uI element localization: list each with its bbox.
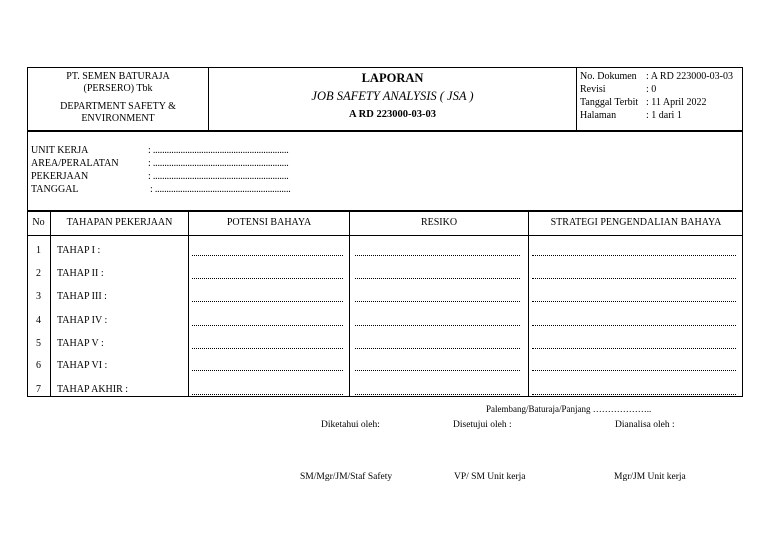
row-number: 2 [36, 268, 41, 279]
row-potensi-entry-line[interactable] [192, 370, 343, 371]
department-name: DEPARTMENT SAFETY & [60, 101, 176, 112]
report-code: A RD 223000-03-03 [349, 109, 436, 120]
row-number: 3 [36, 291, 41, 302]
row-number: 1 [36, 245, 41, 256]
table-col-divider-3 [349, 211, 350, 397]
report-subtitle: JOB SAFETY ANALYSIS ( JSA ) [311, 89, 474, 103]
col-header-potensi: POTENSI BAHAYA [226, 217, 312, 228]
signature-role-mgr: Mgr/JM Unit kerja [614, 472, 686, 482]
row-tahap-label: TAHAP V : [57, 338, 104, 349]
doc-info-row [580, 84, 742, 97]
row-number: 4 [36, 315, 41, 326]
row-strategi-entry-line[interactable] [532, 255, 736, 256]
company-name: PT. SEMEN BATURAJA [66, 71, 170, 82]
company-suffix: (PERSERO) Tbk [83, 83, 153, 94]
row-tahap-label: TAHAP IV : [57, 315, 108, 326]
doc-info-label: Tanggal Terbit [580, 97, 639, 108]
doc-info-value: : 1 dari 1 [646, 110, 682, 121]
row-resiko-entry-line[interactable] [355, 370, 520, 371]
document-info [580, 71, 742, 123]
row-number: 7 [36, 384, 41, 395]
doc-info-value: : A RD 223000-03-03 [646, 71, 733, 82]
row-potensi-entry-line[interactable] [192, 301, 343, 302]
row-potensi-entry-line[interactable] [192, 394, 343, 395]
row-tahap-label: TAHAP AKHIR : [57, 384, 129, 395]
table-header-divider [27, 235, 743, 236]
row-resiko-entry-line[interactable] [355, 278, 520, 279]
row-strategi-entry-line[interactable] [532, 301, 736, 302]
company-block [28, 71, 208, 125]
doc-info-value: : 11 April 2022 [646, 97, 707, 108]
header-col-divider-2 [576, 67, 577, 131]
doc-info-label: No. Dokumen [580, 71, 637, 82]
form-field-value[interactable]: : ........................................................... [148, 158, 289, 169]
form-field-row [31, 145, 351, 158]
signature-role-safety: SM/Mgr/JM/Staf Safety [300, 472, 393, 482]
row-strategi-entry-line[interactable] [532, 325, 736, 326]
signature-role-vp: VP/ SM Unit kerja [454, 472, 526, 482]
doc-info-value: : 0 [646, 84, 657, 95]
row-strategi-entry-line[interactable] [532, 348, 736, 349]
table-col-divider-2 [188, 211, 189, 397]
row-strategi-entry-line[interactable] [532, 394, 736, 395]
row-number: 5 [36, 338, 41, 349]
report-title: LAPORAN [361, 71, 424, 85]
department-name-2: ENVIRONMENT [81, 113, 155, 124]
form-field-row [31, 158, 351, 171]
doc-info-row [580, 110, 742, 123]
col-header-resiko: RESIKO [420, 217, 458, 228]
row-resiko-entry-line[interactable] [355, 394, 520, 395]
header-divider [27, 130, 743, 132]
row-potensi-entry-line[interactable] [192, 255, 343, 256]
row-resiko-entry-line[interactable] [355, 325, 520, 326]
col-header-strategi: STRATEGI PENGENDALIAN BAHAYA [550, 217, 722, 228]
form-field-value[interactable]: : ........................................................... [148, 171, 289, 182]
doc-info-label: Revisi [580, 84, 606, 95]
report-title-block [209, 71, 576, 121]
doc-info-label: Halaman [580, 110, 617, 121]
form-field-value[interactable]: : ........................................................... [148, 145, 289, 156]
row-tahap-label: TAHAP III : [57, 291, 107, 302]
row-resiko-entry-line[interactable] [355, 301, 520, 302]
form-field-value[interactable]: : ........................................................... [150, 184, 291, 195]
form-field-row [31, 171, 351, 184]
row-tahap-label: TAHAP II : [57, 268, 104, 279]
signature-caption-dianalisa: Dianalisa oleh : [615, 420, 675, 430]
doc-info-row [580, 71, 742, 84]
signature-caption-disetujui: Disetujui oleh : [453, 420, 512, 430]
table-col-divider-1 [50, 211, 51, 397]
row-tahap-label: TAHAP VI : [57, 360, 108, 371]
form-field-label: UNIT KERJA [31, 145, 89, 156]
row-strategi-entry-line[interactable] [532, 278, 736, 279]
place-date: Palembang/Baturaja/Panjang ……………….. [486, 404, 652, 414]
row-number: 6 [36, 360, 41, 371]
row-resiko-entry-line[interactable] [355, 255, 520, 256]
row-strategi-entry-line[interactable] [532, 370, 736, 371]
row-resiko-entry-line[interactable] [355, 348, 520, 349]
col-header-no: No [32, 217, 45, 228]
row-tahap-label: TAHAP I : [57, 245, 101, 256]
row-potensi-entry-line[interactable] [192, 278, 343, 279]
row-potensi-entry-line[interactable] [192, 325, 343, 326]
signature-caption-diketahui: Diketahui oleh: [321, 420, 380, 430]
form-field-label: AREA/PERALATAN [31, 158, 119, 169]
table-col-divider-4 [528, 211, 529, 397]
form-field-label: TANGGAL [31, 184, 79, 195]
col-header-tahapan: TAHAPAN PEKERJAAN [66, 217, 173, 228]
fields-divider [27, 210, 743, 212]
form-fields [31, 145, 351, 197]
doc-info-row [580, 97, 742, 110]
row-potensi-entry-line[interactable] [192, 348, 343, 349]
form-field-row [31, 184, 351, 197]
form-field-label: PEKERJAAN [31, 171, 89, 182]
